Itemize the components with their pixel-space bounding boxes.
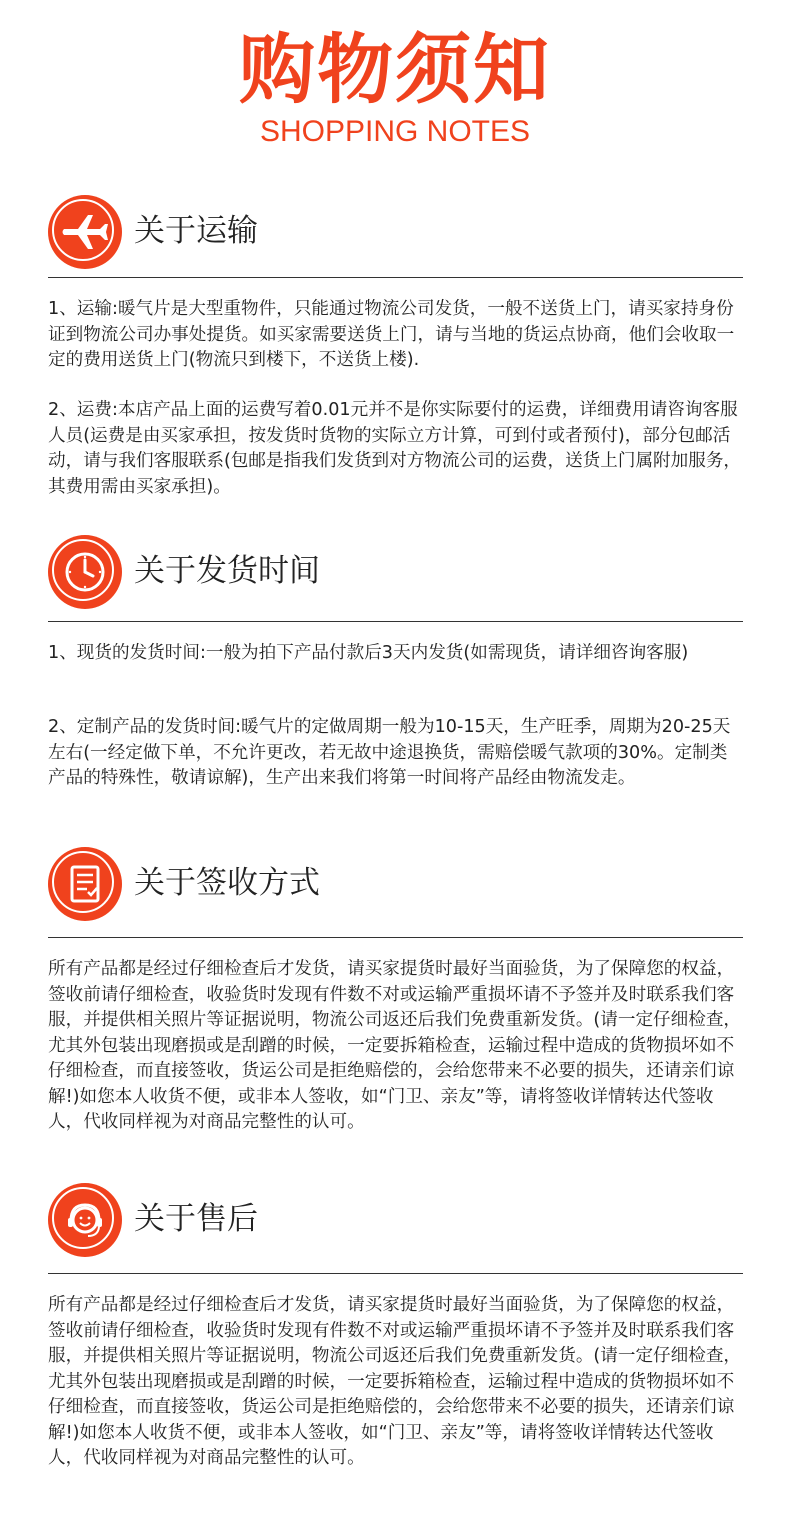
page-title: 购物须知 [239, 25, 551, 114]
divider [48, 937, 743, 938]
section-title: 关于运输 [134, 213, 258, 249]
section-title: 关于售后 [134, 1201, 258, 1237]
section-header [48, 195, 743, 275]
airplane-icon [48, 195, 122, 269]
section-signing [48, 847, 743, 1132]
section-dispatch-time [48, 535, 743, 788]
section-shipping [48, 195, 743, 497]
section-header [48, 847, 743, 927]
clock-icon [48, 535, 122, 609]
paragraph: 2、定制产品的发货时间:暖气片的定做周期一般为10-15天，生产旺季，周期为20-25天左右(一经定做下单，不允许更改，若无故中途退换货，需赔偿暖气款项的30%。定制类产品的特殊性，敬请谅解)，生产出来我们将第一时间将产品经由物流发走。 [48, 717, 731, 788]
section-header [48, 535, 743, 615]
section-header [48, 1183, 743, 1263]
paragraph: 所有产品都是经过仔细检查后才发货，请买家提货时最好当面验货，为了保障您的权益，签收前请仔细检查，收验货时发现有件数不对或运输严重损坏请不予签并及时联系我们客服，并提供相关照片等证据说明，物流公司返还后我们免费重新发货。(请一定仔细检查，尤其外包装出现磨损或是刮蹭的时候，一定要拆箱检查，运输过程中造成的货物损坏如不仔细检查，而直接签收，货运公司是拒绝赔偿的，会给您带来不必要的损失，还请亲们谅解!)如您本人收货不便，或非本人签收，如“门卫、亲友”等，请将签收详情转达代签收人，代收同样视为对商品完整性的认可。 [48, 1295, 742, 1468]
customer-service-icon [48, 1183, 122, 1257]
section-title: 关于发货时间 [134, 553, 320, 589]
paragraph: 1、运输:暖气片是大型重物件，只能通过物流公司发货，一般不送货上门，请买家持身份证到物流公司办事处提货。如买家需要送货上门，请与当地的货运点协商，他们会收取一定的费用送货上门(物流只到楼下，不送货上楼). [48, 299, 735, 370]
paragraph: 2、运费:本店产品上面的运费写着0.01元并不是你实际要付的运费，详细费用请咨询客服人员(运费是由买家承担，按发货时货物的实际立方计算，可到付或者预付)，部分包邮活动，请与我们客服联系(包邮是指我们发货到对方物流公司的运费，送货上门属附加服务，其费用需由买家承担)。 [48, 400, 742, 497]
document-icon [48, 847, 122, 921]
divider [48, 1273, 743, 1274]
section-title: 关于签收方式 [134, 865, 320, 901]
section-after-sales [48, 1183, 743, 1468]
paragraph: 1、现货的发货时间:一般为拍下产品付款后3天内发货(如需现货，请详细咨询客服) [48, 643, 689, 663]
paragraph: 所有产品都是经过仔细检查后才发货，请买家提货时最好当面验货，为了保障您的权益，签收前请仔细检查，收验货时发现有件数不对或运输严重损坏请不予签并及时联系我们客服，并提供相关照片等证据说明，物流公司返还后我们免费重新发货。(请一定仔细检查，尤其外包装出现磨损或是刮蹭的时候，一定要拆箱检查，运输过程中造成的货物损坏如不仔细检查，而直接签收，货运公司是拒绝赔偿的，会给您带来不必要的损失，还请亲们谅解!)如您本人收货不便，或非本人签收，如“门卫、亲友”等，请将签收详情转达代签收人，代收同样视为对商品完整性的认可。 [48, 959, 742, 1132]
divider [48, 277, 743, 278]
page-subtitle: SHOPPING NOTES [259, 115, 531, 148]
divider [48, 621, 743, 622]
